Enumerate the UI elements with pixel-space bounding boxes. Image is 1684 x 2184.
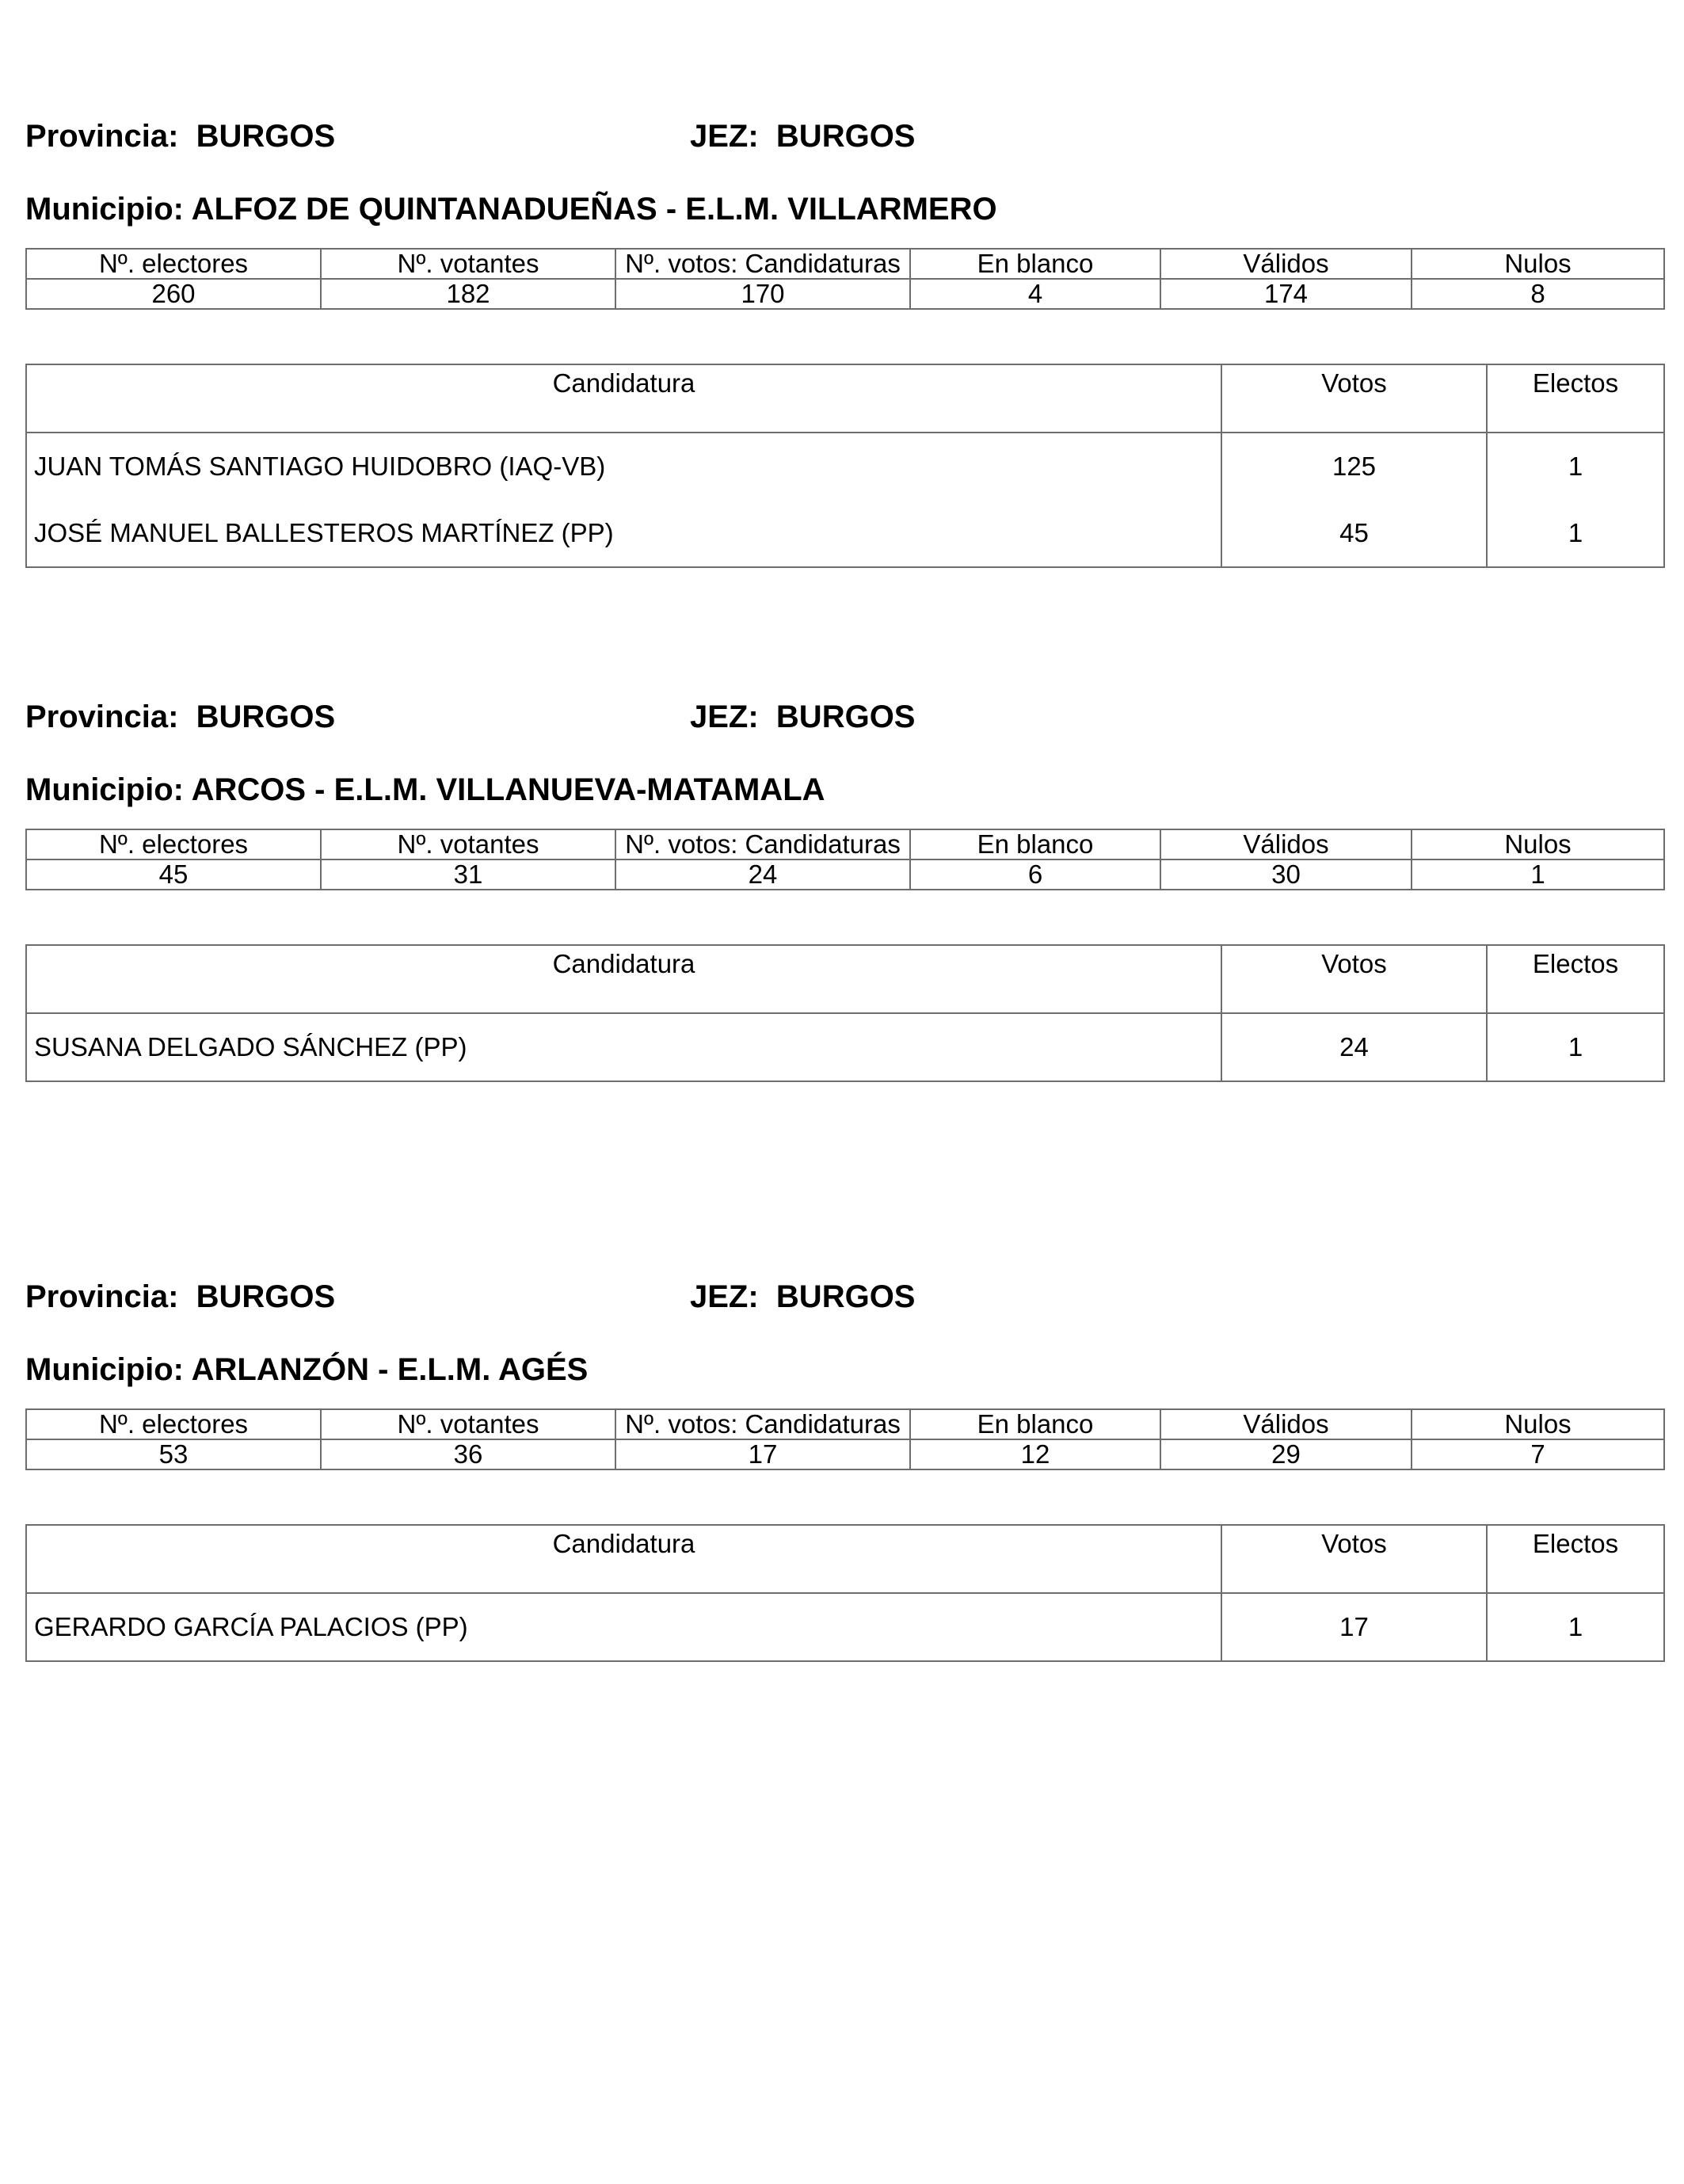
candidate-electos: 1 [1487, 433, 1664, 500]
provincia-line [25, 116, 335, 157]
candidates-header-row [26, 1525, 1664, 1593]
candidate-name: SUSANA DELGADO SÁNCHEZ (PP) [26, 1013, 1221, 1081]
stats-value-cell: 36 [321, 1439, 615, 1469]
candidate-electos: 1 [1487, 500, 1664, 567]
stats-header-cell: Nº. votantes [321, 1409, 615, 1439]
stats-value-row [26, 279, 1664, 309]
election-section-1 [25, 116, 1663, 547]
candidate-votos: 45 [1221, 500, 1487, 567]
candidate-electos: 1 [1487, 1593, 1664, 1661]
candidate-row [26, 1013, 1664, 1081]
municipio-value: ALFOZ DE QUINTANADUEÑAS - E.L.M. VILLARMERO [191, 192, 997, 227]
stats-value-cell: 45 [26, 859, 321, 890]
candidates-header-row [26, 945, 1664, 1013]
stats-header-cell: Nulos [1412, 1409, 1664, 1439]
stats-header-cell: Nº. votantes [321, 249, 615, 279]
stats-value-cell: 174 [1160, 279, 1412, 309]
stats-value-cell: 6 [910, 859, 1160, 890]
candidate-row [26, 433, 1664, 500]
stats-value-cell: 12 [910, 1439, 1160, 1469]
municipio-line [25, 769, 825, 810]
jez-value: BURGOS [775, 1279, 916, 1314]
stats-header-cell: Nulos [1412, 829, 1664, 859]
provincia-label: Provincia: [25, 119, 179, 154]
provincia-line [25, 696, 335, 738]
candidatura-header: Candidatura [26, 945, 1221, 1013]
stats-header-cell: Nº. electores [26, 249, 321, 279]
jez-line [690, 696, 916, 738]
candidate-row [26, 1593, 1664, 1661]
electos-header: Electos [1487, 1525, 1664, 1593]
election-section-2 [25, 696, 1663, 1062]
jez-value: BURGOS [775, 119, 916, 154]
section-header [25, 696, 1663, 738]
stats-value-cell: 30 [1160, 859, 1412, 890]
stats-value-cell: 170 [615, 279, 910, 309]
stats-header-cell: Nº. electores [26, 1409, 321, 1439]
stats-header-cell: Nº. electores [26, 829, 321, 859]
provincia-label: Provincia: [25, 699, 179, 734]
candidate-votos: 17 [1221, 1593, 1487, 1661]
stats-header-cell: En blanco [910, 249, 1160, 279]
stats-header-row [26, 1409, 1664, 1439]
candidate-name: JUAN TOMÁS SANTIAGO HUIDOBRO (IAQ-VB) [26, 433, 1221, 500]
candidatura-header: Candidatura [26, 1525, 1221, 1593]
provincia-value: BURGOS [196, 699, 336, 734]
stats-value-cell: 260 [26, 279, 321, 309]
votos-header: Votos [1221, 1525, 1487, 1593]
municipio-line [25, 189, 997, 230]
municipio-line [25, 1349, 588, 1390]
candidate-name: GERARDO GARCÍA PALACIOS (PP) [26, 1593, 1221, 1661]
provincia-line [25, 1276, 335, 1317]
stats-header-cell: Nº. votos: Candidaturas [615, 829, 910, 859]
stats-header-cell: Válidos [1160, 829, 1412, 859]
election-section-3 [25, 1276, 1663, 1641]
electos-header: Electos [1487, 364, 1664, 433]
jez-label: JEZ: [690, 699, 759, 734]
stats-value-cell: 8 [1412, 279, 1664, 309]
stats-value-cell: 53 [26, 1439, 321, 1469]
stats-value-row [26, 859, 1664, 890]
stats-value-cell: 4 [910, 279, 1160, 309]
stats-header-cell: Nº. votos: Candidaturas [615, 1409, 910, 1439]
candidates-table [25, 944, 1665, 1082]
stats-value-row [26, 1439, 1664, 1469]
provincia-value: BURGOS [196, 119, 336, 154]
stats-header-cell: Nulos [1412, 249, 1664, 279]
stats-value-cell: 7 [1412, 1439, 1664, 1469]
stats-header-cell: Válidos [1160, 1409, 1412, 1439]
stats-header-cell: Nº. votos: Candidaturas [615, 249, 910, 279]
stats-value-cell: 24 [615, 859, 910, 890]
candidate-name: JOSÉ MANUEL BALLESTEROS MARTÍNEZ (PP) [26, 500, 1221, 567]
stats-header-row [26, 249, 1664, 279]
jez-value: BURGOS [775, 699, 916, 734]
stats-value-cell: 1 [1412, 859, 1664, 890]
candidates-table [25, 364, 1665, 568]
jez-label: JEZ: [690, 1279, 759, 1314]
jez-label: JEZ: [690, 119, 759, 154]
candidate-electos: 1 [1487, 1013, 1664, 1081]
municipio-value: ARLANZÓN - E.L.M. AGÉS [191, 1352, 589, 1387]
candidate-votos: 24 [1221, 1013, 1487, 1081]
candidates-header-row [26, 364, 1664, 433]
stats-value-cell: 29 [1160, 1439, 1412, 1469]
votos-header: Votos [1221, 364, 1487, 433]
stats-table [25, 1408, 1665, 1470]
candidate-votos: 125 [1221, 433, 1487, 500]
stats-header-cell: En blanco [910, 829, 1160, 859]
candidatura-header: Candidatura [26, 364, 1221, 433]
stats-table [25, 829, 1665, 890]
provincia-value: BURGOS [196, 1279, 336, 1314]
provincia-label: Provincia: [25, 1279, 179, 1314]
municipio-value: ARCOS - E.L.M. VILLANUEVA-MATAMALA [191, 772, 825, 807]
jez-line [690, 116, 916, 157]
stats-header-cell: Nº. votantes [321, 829, 615, 859]
candidates-table [25, 1524, 1665, 1662]
municipio-label: Municipio: [25, 772, 184, 807]
stats-header-cell: Válidos [1160, 249, 1412, 279]
stats-value-cell: 182 [321, 279, 615, 309]
section-header [25, 1276, 1663, 1317]
candidate-row [26, 500, 1664, 567]
stats-header-row [26, 829, 1664, 859]
electos-header: Electos [1487, 945, 1664, 1013]
stats-header-cell: En blanco [910, 1409, 1160, 1439]
stats-value-cell: 17 [615, 1439, 910, 1469]
votos-header: Votos [1221, 945, 1487, 1013]
municipio-label: Municipio: [25, 192, 184, 227]
stats-value-cell: 31 [321, 859, 615, 890]
municipio-label: Municipio: [25, 1352, 184, 1387]
jez-line [690, 1276, 916, 1317]
section-header [25, 116, 1663, 157]
stats-table [25, 248, 1665, 310]
